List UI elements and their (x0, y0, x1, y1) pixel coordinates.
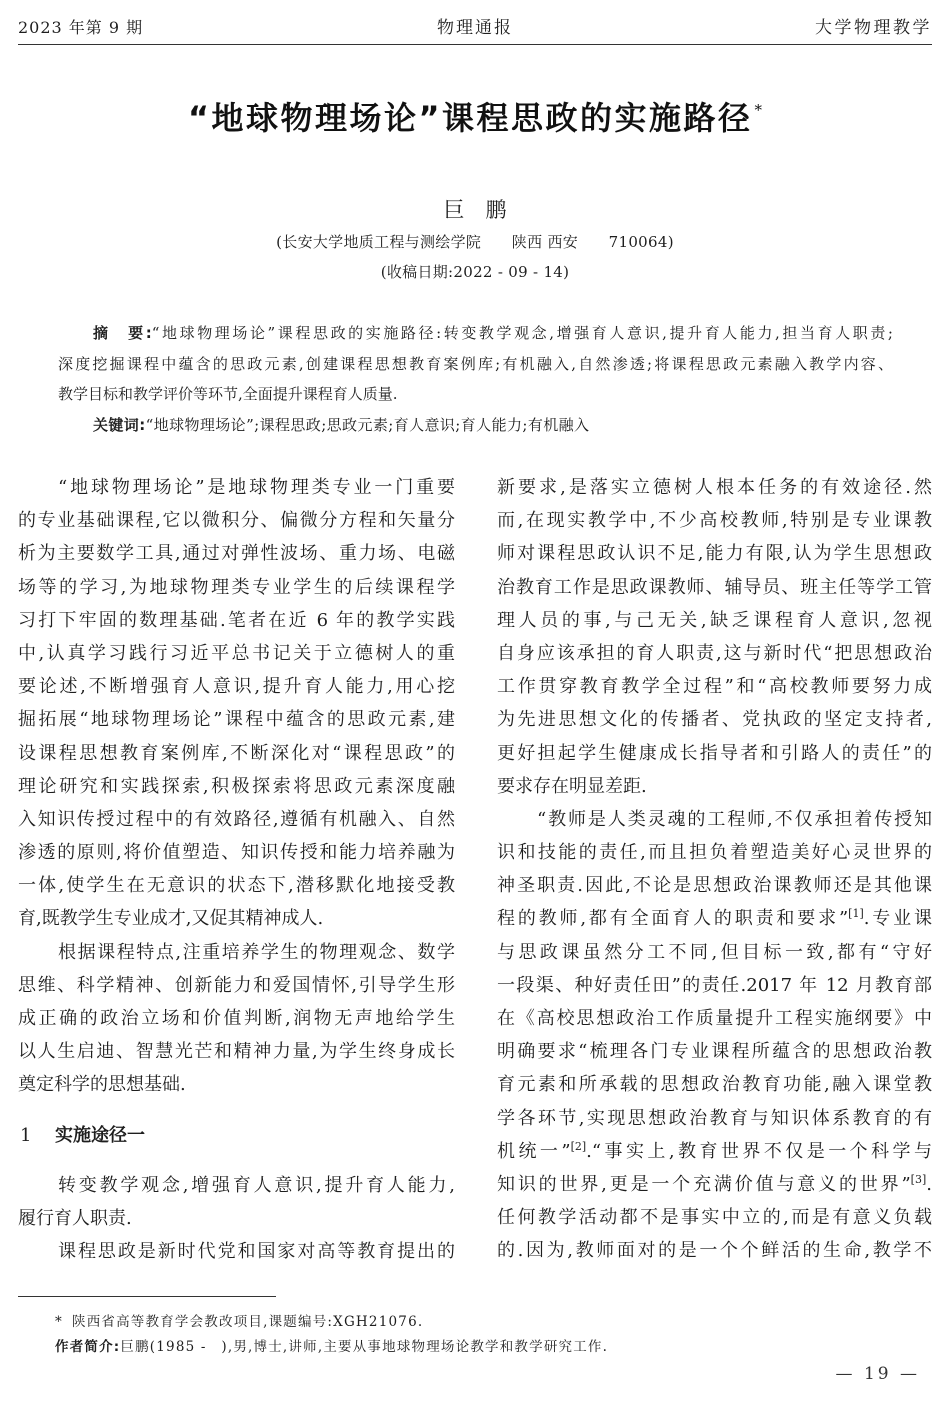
text-line: 在《高校思想政治工作质量提升工程实施纲要》中 (497, 1008, 932, 1029)
text-line: 任何教学活动都不是事实中立的,而是有意义负载 (497, 1207, 932, 1229)
author-affiliation: (长安大学地质工程与测绘学院 陕西 西安 710064) (276, 233, 674, 251)
text-line: 的.因为,教师面对的是一个个鲜活的生命,教学不 (497, 1240, 932, 1262)
footnote-mark: * (55, 1314, 63, 1330)
keywords-text: “地球物理场论”;课程思政;思政元素;育人意识;育人能力;有机融入 (145, 415, 590, 434)
paragraph (18, 471, 455, 936)
section-title: 实施途径一 (55, 1124, 145, 1146)
footnote-author-bio (55, 1335, 915, 1360)
section-number: 1 (20, 1124, 32, 1146)
text-line: 神圣职责.因此,不论是思想政治课教师还是其他课 (497, 875, 932, 897)
text-line: 成正确的政治立场和价值判断,润物无声地给学生 (18, 1008, 455, 1029)
text-line: 与思政课虽然分工不同,但目标一致,都有“守好 (497, 941, 932, 963)
text-line: 课程思政是新时代党和国家对高等教育提出的 (58, 1241, 455, 1263)
received-date: (收稿日期:2022 - 09 - 14) (380, 263, 570, 281)
keywords (58, 410, 893, 441)
text-line: 场等的学习,为地球物理类专业学生的后续课程学 (18, 576, 455, 598)
text-line: 析为主要数学工具,通过对弹性波场、重力场、电磁 (18, 543, 455, 565)
text-line: 渗透的原则,将价值塑造、知识传授和能力培养融为 (18, 842, 455, 864)
right-column (497, 471, 932, 1268)
author-name: 巨 鹏 (443, 198, 507, 222)
text-line: 掘拓展“地球物理场论”课程中蕴含的思政元素,建 (18, 709, 455, 731)
citation-mark: [3] (910, 1172, 927, 1186)
footnote-rule (18, 1296, 276, 1297)
text-line (497, 1168, 932, 1201)
author-bio-text: 巨鹏(1985 - ),男,博士,讲师,主要从事地球物理场论教学和教学研究工作. (120, 1339, 609, 1355)
text-line (497, 902, 932, 935)
text-run: .专业课 (863, 908, 932, 930)
text-line: 治教育工作是思政课教师、辅导员、班主任等学工管 (497, 576, 932, 598)
text-line: 为先进思想文化的传播者、党执政的坚定支持者, (497, 709, 932, 731)
text-line: 理人员的事,与己无关,缺乏课程育人意识,忽视 (497, 609, 932, 631)
citation-mark: [1] (848, 907, 864, 921)
text-run: .“事实上,教育世界不仅是一个科学与 (586, 1140, 932, 1162)
footnote-funding (55, 1310, 915, 1335)
text-line: 履行育人职责. (18, 1207, 132, 1229)
page-number: — 19 — (835, 1364, 920, 1384)
text-line: 设课程思想教育案例库,不断深化对“课程思政”的 (18, 742, 455, 764)
text-run: 程的教师,都有全面育人的职责和要求” (497, 908, 849, 930)
text-line: 理论研究和实践探索,积极探索将思政元素深度融 (18, 775, 455, 797)
footnote-funding-text: 陕西省高等教育学会教改项目,课题编号:XGH21076. (72, 1314, 424, 1330)
author-bio-label: 作者简介: (55, 1339, 121, 1355)
text-line: 而,在现实教学中,不少高校教师,特别是专业课教 (497, 510, 932, 532)
text-line (497, 1135, 932, 1168)
running-header (18, 0, 932, 45)
text-line: 自身应该承担的育人职责,这与新时代“把思想政治 (497, 642, 932, 664)
text-line: 中,认真学习践行习近平总书记关于立德树人的重 (18, 642, 455, 664)
abstract-text: “地球物理场论”课程思政的实施路径:转变教学观念,增强育人意识,提升育人能力,担当育人职责; (151, 324, 893, 342)
abstract-line (58, 318, 893, 349)
keywords-label: 关键词: (93, 415, 146, 434)
text-line: 识和技能的责任,而且担负着塑造美好心灵世界的 (497, 842, 932, 864)
paragraph (18, 1169, 455, 1235)
text-line: 一段渠、种好责任田”的责任.2017 年 12 月教育部 (497, 974, 932, 996)
abstract-line: 深度挖掘课程中蕴含的思政元素,创建课程思想教育案例库;有机融入,自然渗透;将课程思政元素融入教学内容、 (58, 354, 893, 373)
text-line: 以人生启迪、智慧光芒和精神力量,为学生终身成长 (18, 1041, 455, 1063)
paragraph (18, 936, 455, 1102)
issue-label: 2023 年第 9 期 (18, 18, 144, 37)
text-line: 学各环节,实现思想政治教育与知识体系教育的有 (497, 1107, 932, 1129)
footnotes (55, 1310, 915, 1360)
text-line: 奠定科学的思想基础. (18, 1074, 186, 1096)
text-line: 根据课程特点,注重培养学生的物理观念、数学 (58, 941, 455, 963)
text-line: 更好担起学生健康成长指导者和引路人的责任”的 (497, 742, 932, 764)
section-name: 大学物理教学 (815, 18, 932, 38)
paragraph (497, 803, 932, 1268)
text-line: 一体,使学生在无意识的状态下,潜移默化地接受教 (18, 875, 455, 897)
journal-name: 物理通报 (437, 18, 513, 38)
text-line: 育,既教学生专业成才,又促其精神成人. (18, 908, 324, 930)
text-line: 习打下牢固的数理基础.笔者在近 6 年的教学实践 (18, 609, 455, 631)
text-run: . (926, 1173, 932, 1195)
text-line: 转变教学观念,增强育人意识,提升育人能力, (58, 1174, 455, 1196)
text-run: 机统一” (497, 1140, 571, 1162)
text-line: 要求存在明显差距. (497, 775, 647, 797)
article-title (0, 98, 950, 144)
text-run: 知识的世界,更是一个充满价值与意义的世界” (497, 1173, 911, 1195)
abstract-label: 摘 要: (93, 324, 152, 342)
title-footnote-mark: * (754, 101, 763, 119)
abstract (58, 318, 893, 440)
text-line: 思维、科学精神、创新能力和爱国情怀,引导学生形 (18, 974, 455, 996)
text-line: “教师是人类灵魂的工程师,不仅承担着传授知 (537, 808, 932, 830)
left-column (18, 471, 455, 1268)
text-line: 育元素和所承载的思想政治教育功能,融入课堂教 (497, 1074, 932, 1096)
text-line: 入知识传授过程中的有效路径,遵循有机融入、自然 (18, 808, 455, 830)
citation-mark: [2] (570, 1139, 587, 1153)
abstract-line: 教学目标和教学评价等环节,全面提升课程育人质量. (58, 385, 398, 403)
text-line: “地球物理场论”是地球物理类专业一门重要 (58, 477, 455, 498)
text-line: 新要求,是落实立德树人根本任务的有效途径.然 (497, 477, 932, 498)
paragraph (18, 1235, 455, 1268)
paragraph (497, 471, 932, 803)
title-text: “地球物理场论”课程思政的实施路径 (187, 99, 753, 137)
text-line: 明确要求“梳理各门专业课程所蕴含的思想政治教 (497, 1041, 932, 1063)
text-line: 工作贯穿教育教学全过程”和“高校教师要努力成 (497, 676, 932, 698)
text-line: 师对课程思政认识不足,能力有限,认为学生思想政 (497, 543, 932, 565)
section-heading (18, 1119, 455, 1152)
text-line: 的专业基础课程,它以微积分、偏微分方程和矢量分 (18, 510, 455, 532)
text-line: 要论述,不断增强育人意识,提升育人能力,用心挖 (18, 676, 455, 698)
